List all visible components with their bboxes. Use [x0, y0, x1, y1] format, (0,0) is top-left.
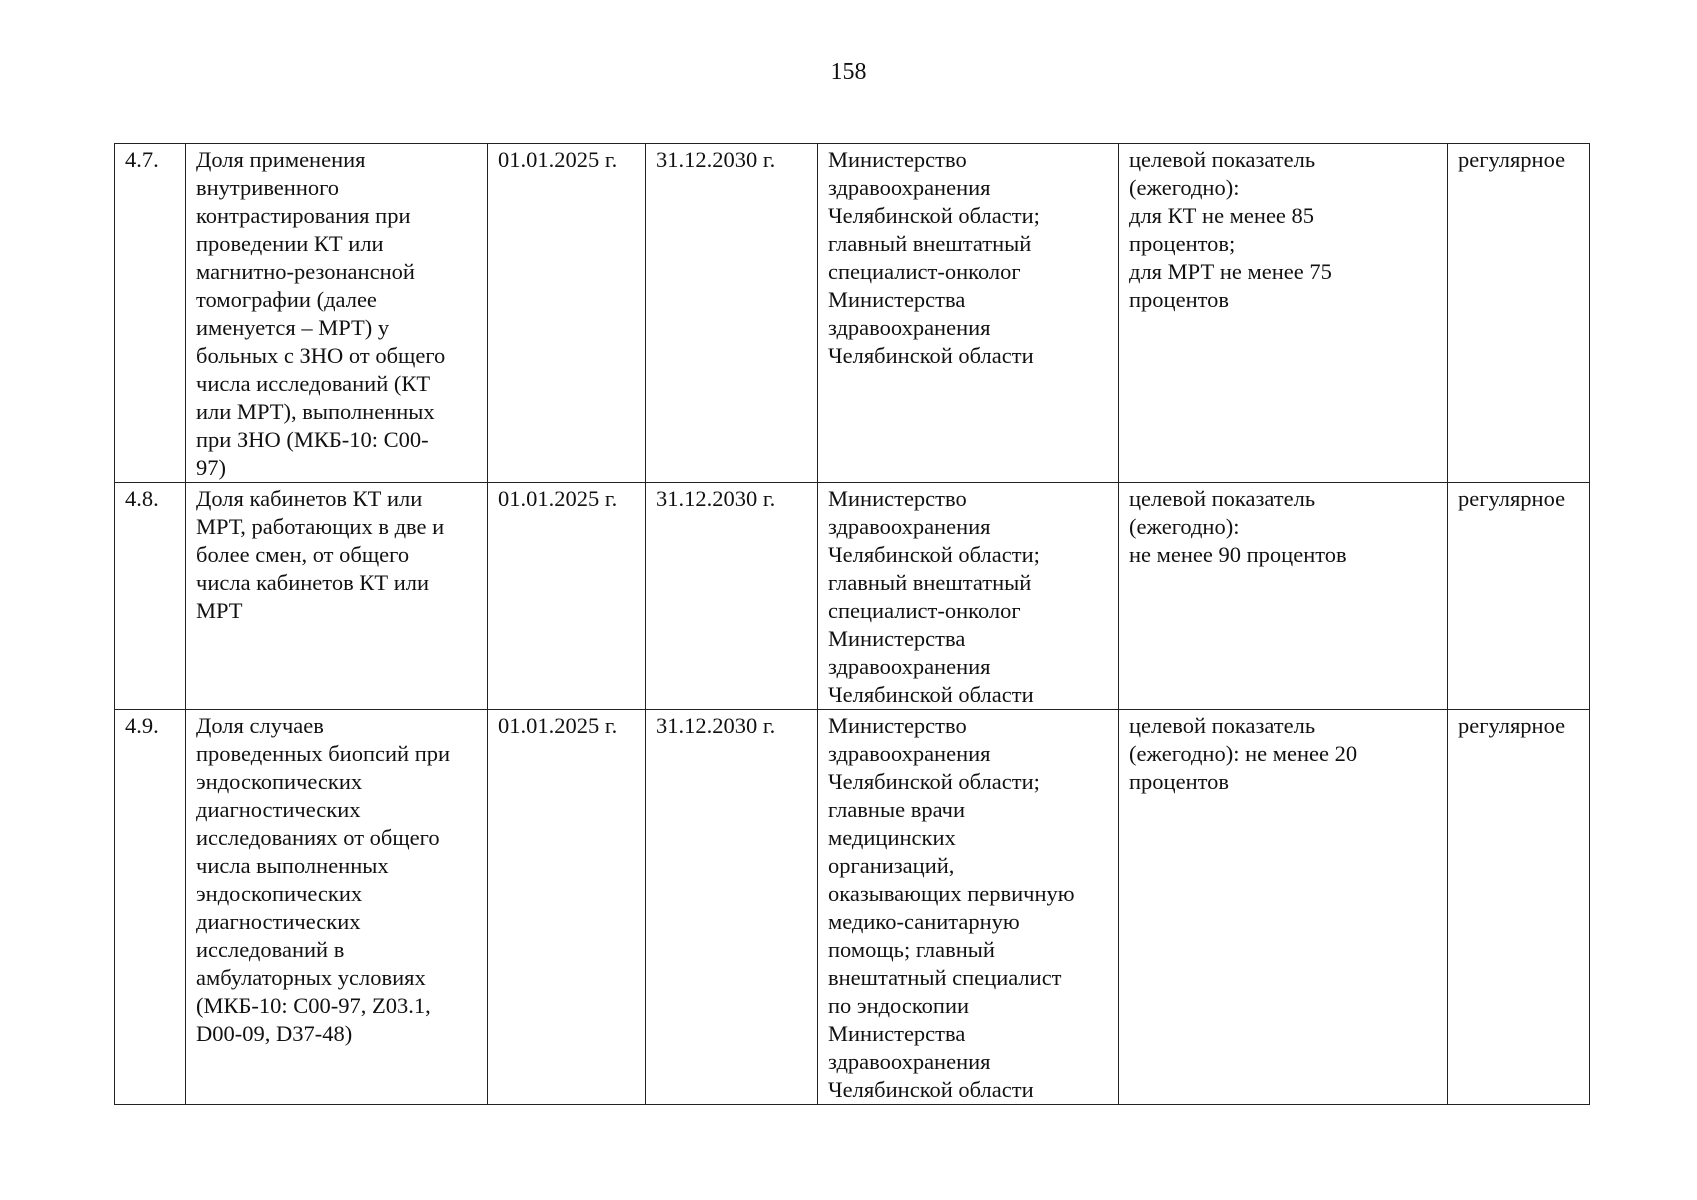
indicator-name: Доля кабинетов КТ или МРТ, работающих в две и более смен, от общего числа кабинетов КТ или МРТ	[186, 483, 488, 710]
end-date: 31.12.2030 г.	[646, 483, 818, 710]
target-indicator: целевой показатель (ежегодно): для КТ не менее 85 процентов; для МРТ не менее 75 процентов	[1119, 144, 1448, 483]
table-row	[115, 144, 1590, 483]
indicator-name: Доля случаев проведенных биопсий при эндоскопических диагностических исследованиях от общего числа выполненных эндоскопических диагностических исследований в амбулаторных условиях (МКБ-10: С00-97, Z03.1, D00-09, D37-48)	[186, 710, 488, 1105]
measure-type: регулярное	[1448, 483, 1590, 710]
indicator-name: Доля применения внутривенного контрастирования при проведении КТ или магнитно-резонансной томографии (далее именуется – МРТ) у больных с ЗНО от общего числа исследований (КТ или МРТ), выполненных при ЗНО (МКБ-10: С00- 97)	[186, 144, 488, 483]
start-date: 01.01.2025 г.	[488, 483, 646, 710]
end-date: 31.12.2030 г.	[646, 144, 818, 483]
page-number: 158	[830, 59, 867, 85]
measure-type: регулярное	[1448, 710, 1590, 1105]
row-number: 4.7.	[115, 144, 186, 483]
measures-table	[114, 143, 1590, 1105]
start-date: 01.01.2025 г.	[488, 710, 646, 1105]
responsible-party: Министерство здравоохранения Челябинской области; главный внештатный специалист-онколог Министерства здравоохранения Челябинской области	[818, 144, 1119, 483]
responsible-party: Министерство здравоохранения Челябинской области; главный внештатный специалист-онколог Министерства здравоохранения Челябинской области	[818, 483, 1119, 710]
table-row	[115, 483, 1590, 710]
target-indicator: целевой показатель (ежегодно): не менее 90 процентов	[1119, 483, 1448, 710]
target-indicator: целевой показатель (ежегодно): не менее 20 процентов	[1119, 710, 1448, 1105]
table-row	[115, 710, 1590, 1105]
start-date: 01.01.2025 г.	[488, 144, 646, 483]
measure-type: регулярное	[1448, 144, 1590, 483]
row-number: 4.8.	[115, 483, 186, 710]
end-date: 31.12.2030 г.	[646, 710, 818, 1105]
responsible-party: Министерство здравоохранения Челябинской области; главные врачи медицинских организаций, оказывающих первичную медико-санитарную помощь; главный внештатный специалист по эндоскопии Министерства здравоохранения Челябинской области	[818, 710, 1119, 1105]
row-number: 4.9.	[115, 710, 186, 1105]
